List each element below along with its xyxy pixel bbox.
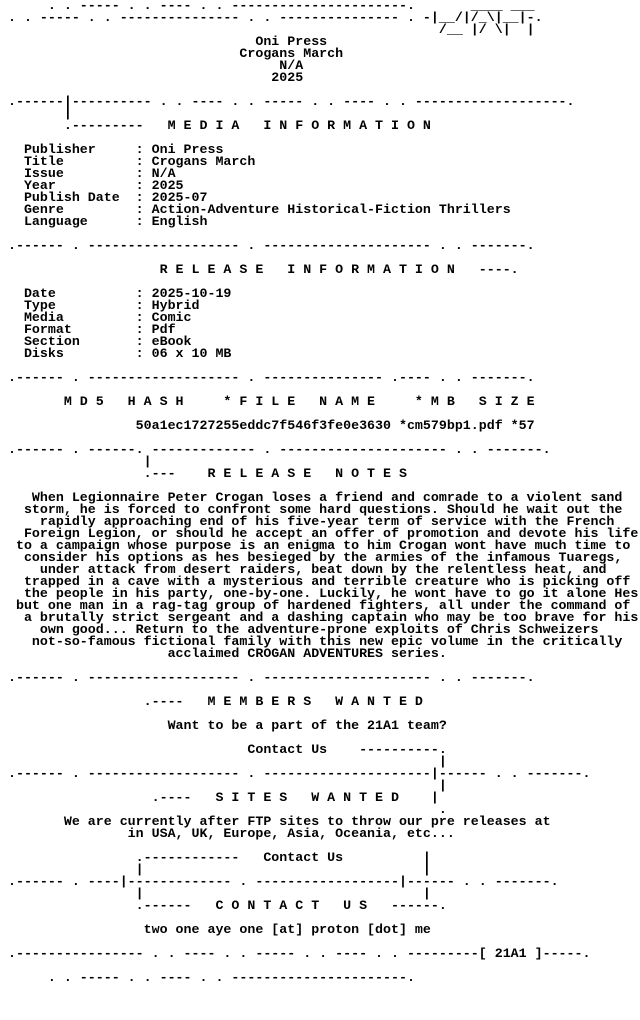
- nfo-line: Contact Us ----------.: [0, 742, 447, 757]
- nfo-line: Oni Press: [0, 34, 328, 49]
- nfo-line: .--- R E L E A S E N O T E S: [0, 466, 407, 481]
- nfo-line: R E L E A S E I N F O R M A T I O N ----.: [0, 262, 519, 277]
- nfo-line: Date : 2025-10-19: [0, 286, 232, 301]
- nfo-line: Format : Pdf: [0, 322, 176, 337]
- nfo-line: N/A: [0, 58, 304, 73]
- nfo-line: Publish Date : 2025-07: [0, 190, 208, 205]
- nfo-line: 50a1ec1727255eddc7f546f3fe0e3630 *cm579bp1.pdf *57: [0, 418, 535, 433]
- nfo-line: Publisher : Oni Press: [0, 142, 224, 157]
- nfo-line: /__ |/ \| |: [0, 22, 535, 37]
- nfo-line: Type : Hybrid: [0, 298, 200, 313]
- nfo-line: Language : English: [0, 214, 208, 229]
- nfo-line: . . ----- . . ---- . . ----------------------. ____ ___: [0, 0, 535, 13]
- nfo-line: Media : Comic: [0, 310, 192, 325]
- nfo-line: . . ----- . . ---- . . ----------------------.: [0, 970, 415, 985]
- nfo-line: .------ . ------------------- . --------------- .---- . . -------.: [0, 370, 535, 385]
- nfo-line: two one aye one [at] proton [dot] me: [0, 922, 431, 937]
- nfo-line: 2025: [0, 70, 304, 85]
- nfo-line: .------|---------- . . ---- . . ----- . . ---- . . -------------------.: [0, 94, 575, 109]
- nfo-line: Disks : 06 x 10 MB: [0, 346, 232, 361]
- nfo-line: in USA, UK, Europe, Asia, Oceania, etc...: [0, 826, 455, 841]
- nfo-line: Section : eBook: [0, 334, 192, 349]
- nfo-line: but one man in a rag-tag group of hardened fighters, all under the command of: [0, 598, 631, 613]
- nfo-line: Issue : N/A: [0, 166, 176, 181]
- nfo-line: .--------- M E D I A I N F O R M A T I O N: [0, 118, 431, 133]
- nfo-line: M D 5 H A S H * F I L E N A M E * M B S I Z E: [0, 394, 535, 409]
- nfo-line: Foreign Legion, or should he accept an offer of promotion and devote his life: [0, 526, 639, 541]
- nfo-line: .------ . ------------------- . --------------------- . . -------.: [0, 670, 535, 685]
- nfo-line: to a campaign whose purpose is an enigma to him Crogan wont have much time to: [0, 538, 631, 553]
- nfo-line: .: [0, 802, 447, 817]
- nfo-line: storm, he is forced to confront some hard questions. Should he wait out the: [0, 502, 623, 517]
- nfo-line: |: [0, 454, 152, 469]
- nfo-line: We are currently after FTP sites to throw our pre releases at: [0, 814, 551, 829]
- nfo-line: .------ . ------------------- . ---------------------|------ . . -------.: [0, 766, 591, 781]
- nfo-line: Title : Crogans March: [0, 154, 256, 169]
- nfo-line: Year : 2025: [0, 178, 184, 193]
- nfo-line: consider his options as hes besieged by the armies of the infamous Tuaregs,: [0, 550, 623, 565]
- nfo-line: When Legionnaire Peter Crogan loses a friend and comrade to a violent sand: [0, 490, 623, 505]
- nfo-line: .---- M E M B E R S W A N T E D: [0, 694, 423, 709]
- nfo-line: .------ . ------------------- . --------------------- . . -------.: [0, 238, 535, 253]
- nfo-line: trapped in a cave with a mysterious and terrible creature who is picking off: [0, 574, 631, 589]
- nfo-line: .------ . ----|------------- . ------------------|------ . . -------.: [0, 874, 559, 889]
- nfo-line: own good... Return to the adventure-prone exploits of Chris Schweizers: [0, 622, 599, 637]
- nfo-line: the people in his party, one-by-one. Luckily, he wont have to go it alone Hes: [0, 586, 639, 601]
- nfo-line: Want to be a part of the 21A1 team?: [0, 718, 447, 733]
- nfo-line: .------ C O N T A C T U S ------.: [0, 898, 447, 913]
- nfo-line: Crogans March: [0, 46, 344, 61]
- nfo-line: |: [0, 106, 72, 121]
- nfo-line: |: [0, 754, 447, 769]
- nfo-line: |: [0, 778, 447, 793]
- nfo-line: a brutally strict sergeant and a dashing captain who may be too brave for his: [0, 610, 639, 625]
- nfo-line: Genre : Action-Adventure Historical-Fiction Thrillers: [0, 202, 511, 217]
- nfo-line: .---------------- . . ---- . . ----- . . ---- . . ---------[ 21A1 ]-----.: [0, 946, 591, 961]
- nfo-line: under attack from desert raiders, beat down by the relentless heat, and: [0, 562, 607, 577]
- nfo-line: . . ----- . . --------------- . . --------------- . -|__/|/_\|__|-.: [0, 10, 543, 25]
- nfo-line: acclaimed CROGAN ADVENTURES series.: [0, 646, 447, 661]
- nfo-line: .------ . ------. ------------- . --------------------- . . -------.: [0, 442, 551, 457]
- nfo-line: rapidly approaching end of his five-year term of service with the French: [0, 514, 615, 529]
- nfo-line: .------------ Contact Us |: [0, 850, 431, 865]
- nfo-line: | |: [0, 886, 431, 901]
- nfo-line: .---- S I T E S W A N T E D |: [0, 790, 439, 805]
- nfo-line: not-so-famous fictional family with this new epic volume in the critically: [0, 634, 623, 649]
- nfo-line: | |: [0, 862, 431, 877]
